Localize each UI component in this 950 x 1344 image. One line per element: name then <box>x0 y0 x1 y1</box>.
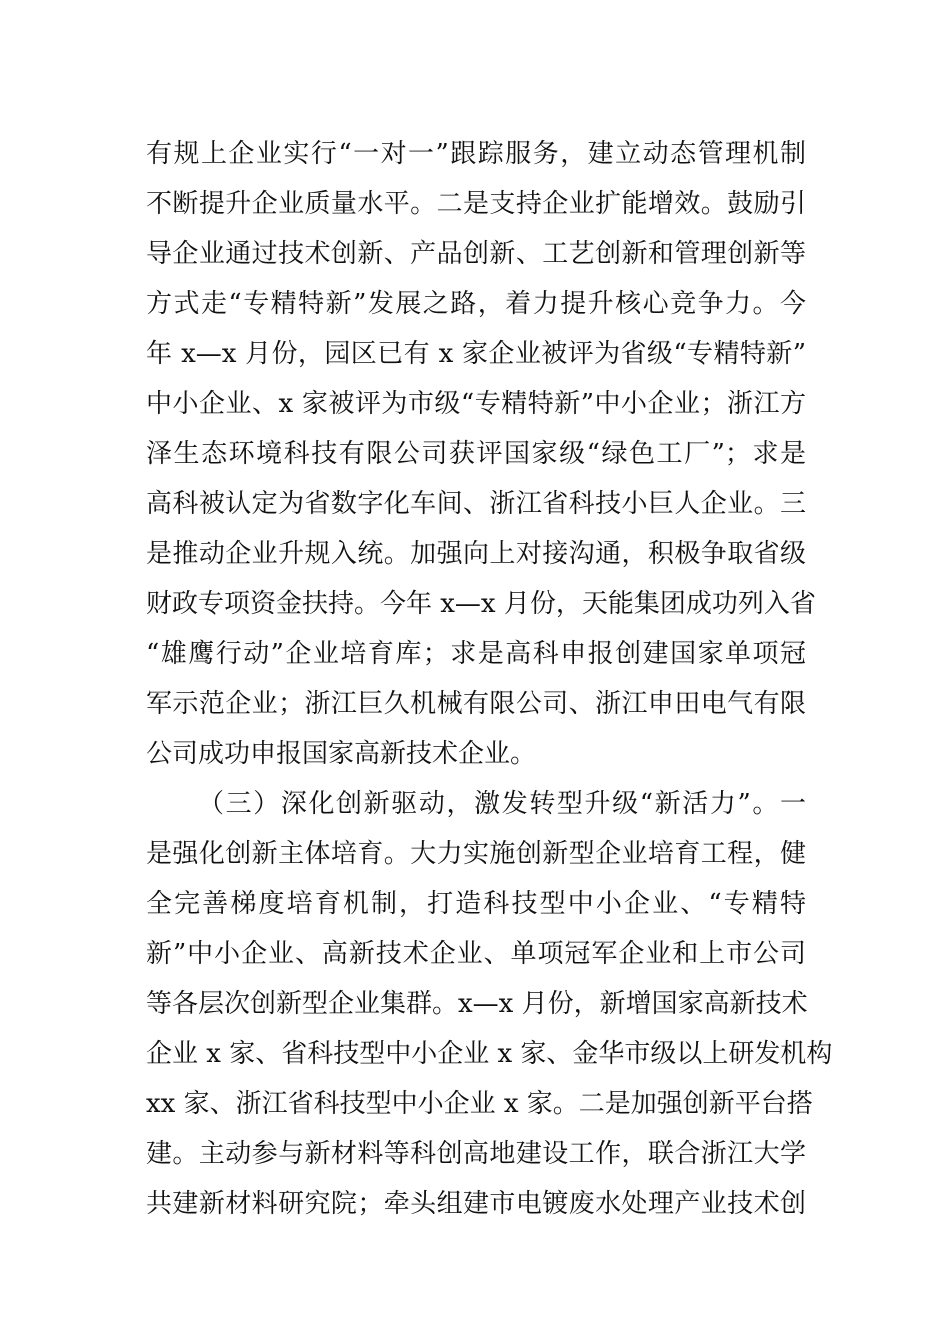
text-line-13: 公司成功申报国家高新技术企业。 <box>146 739 537 769</box>
text-line-9: 是推动企业升规入统。加强向上对接沟通，积极争取省级 <box>146 539 806 569</box>
text-line-15: 是强化创新主体培育。大力实施创新型企业培育工程，健 <box>146 839 806 869</box>
text-line-14: （三）深化创新驱动，激发转型升级“新活力”。一 <box>198 789 806 819</box>
text-line-19: 企业 x 家、省科技型中小企业 x 家、金华市级以上研发机构 <box>146 1039 833 1069</box>
text-line-8: 高科被认定为省数字化车间、浙江省科技小巨人企业。三 <box>146 489 806 519</box>
text-line-20: xx 家、浙江省科技型中小企业 x 家。二是加强创新平台搭 <box>146 1089 813 1119</box>
text-line-6: 中小企业、x 家被评为市级“专精特新”中小企业；浙江方 <box>146 389 806 419</box>
text-line-11: “雄鹰行动”企业培育库；求是高科申报创建国家单项冠 <box>146 639 806 669</box>
text-line-1: 有规上企业实行“一对一”跟踪服务，建立动态管理机制 <box>146 139 806 169</box>
text-line-16: 全完善梯度培育机制，打造科技型中小企业、“专精特 <box>146 889 806 919</box>
text-line-5: 年 x—x 月份，园区已有 x 家企业被评为省级“专精特新” <box>146 339 806 369</box>
text-line-18: 等各层次创新型企业集群。x—x 月份，新增国家高新技术 <box>146 989 808 1019</box>
text-line-7: 泽生态环境科技有限公司获评国家级“绿色工厂”；求是 <box>146 439 806 469</box>
text-line-3: 导企业通过技术创新、产品创新、工艺创新和管理创新等 <box>146 239 806 269</box>
text-line-12: 军示范企业；浙江巨久机械有限公司、浙江申田电气有限 <box>146 689 806 719</box>
text-line-10: 财政专项资金扶持。今年 x—x 月份，天能集团成功列入省 <box>146 589 816 619</box>
text-line-17: 新”中小企业、高新技术企业、单项冠军企业和上市公司 <box>146 939 806 969</box>
text-line-2: 不断提升企业质量水平。二是支持企业扩能增效。鼓励引 <box>146 189 806 219</box>
text-line-22: 共建新材料研究院；牵头组建市电镀废水处理产业技术创 <box>146 1189 806 1219</box>
text-line-4: 方式走“专精特新”发展之路，着力提升核心竞争力。今 <box>146 289 806 319</box>
text-line-21: 建。主动参与新材料等科创高地建设工作，联合浙江大学 <box>146 1139 806 1169</box>
